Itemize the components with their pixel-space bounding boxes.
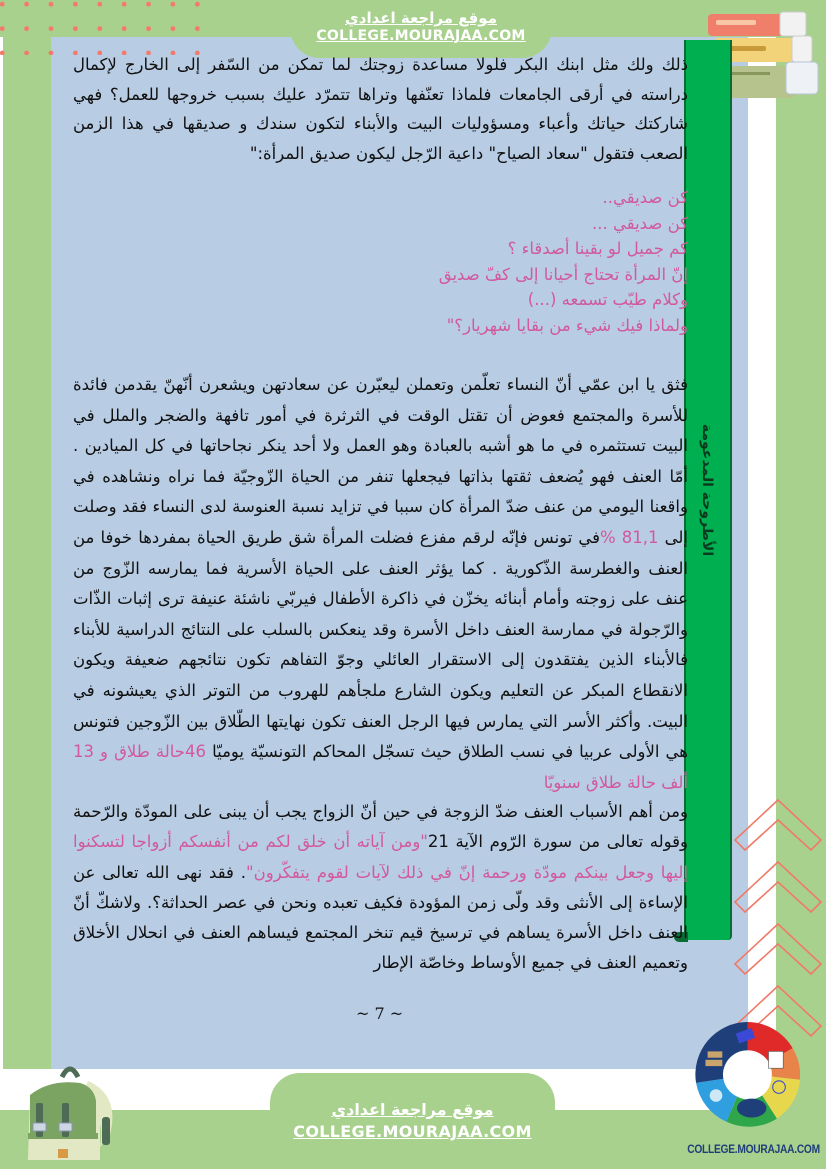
logo-caption: COLLEGE.MOURAJAA.COM [687,1142,820,1156]
site-url-link[interactable]: COLLEGE.MOURAJAA.COM [316,28,526,44]
page-number: ~ 7 ~ [356,1004,404,1023]
statistic-highlight: 81,1 % [600,527,659,547]
conclusion-paragraph [73,797,688,979]
site-url-link[interactable]: COLLEGE.MOURAJAA.COM [293,1122,532,1141]
paragraph-text: ومن أهم الأسباب العنف ضدّ الزوجة في حين أنّ الزواج يجب أن يبنى على المودّة والرّحمة وقوله تعالى من سورة الرّوم الآية 21 [73,802,689,852]
quran-quote: "ومن آياته أن خلق لكم من أنفسكم أزواجا لتسكنوا إليها وجعل بينكم مودّة ورحمة إنّ في ذلك لآيات لقوم يتفكّرون" [73,832,688,882]
section-label-text: الأطروحة المدعومة [699,423,715,557]
paragraph-text: في تونس فإنّه لرقم مفزع فضلت المرأة شق طريق الحياة بمفردها خوفا من العنف والغطرسة الذّكورية . كما يؤثر العنف على الحياة الأسرية فما يمارسه الزّوج من عنف على زوجته وأمام أبنائه يخزّن في ذاكرة الأطفال فيربّي ناشئة عنيفة ترى إثبات الذّات والرّجولة في ممارسة العنف داخل الأسرة وقد ينعكس بالسلب على النتائج الدراسية للأبناء فالأبناء الذين يفتقدون إلى الاستقرار العائلي وجوّ التفاهم تكون نتائجهم ضعيفة ويكون الانقطاع المبكر عن التعليم ويكون الشارع ملجأهم للهروب من التوتر الذي يعيشونه في البيت. وأكثر الأسر التي يمارس فيها الرجل العنف تكون نهايتها الطّلاق بين الزّوجين فتونس هي الأولى عربيا في نسب الطلاق حيث تسجّل المحاكم التونسيّة يوميّا [73,527,688,762]
main-paragraph [73,370,688,798]
backpack-icon [10,1055,125,1165]
poem-line: كن صديقي ... [591,213,688,233]
poem-line: كن صديقي.. [602,188,688,207]
college-logo-icon [695,1022,800,1127]
poem-line: إنّ المرأة تحتاج أحيانا إلى كفّ صديق [438,264,688,284]
left-margin-band [3,37,51,1069]
chevron-up-decoration-icon [733,790,825,1040]
site-footer-banner[interactable] [270,1073,555,1169]
poem-block [388,185,688,338]
paragraph-text: فثق يا ابن عمّي أنّ النساء تعلّمن وتعملن ليعبّرن عن سعادتهن ويشعرن أنّهنّ يقدمن فائدة للأسرة والمجتمع فعوض أن تقتل الوقت في الثرثرة في أمور تافهة والضجر والملل في البيت تستثمره في ما هو أشبه بالعبادة وهو العمل ولا أحد ينكر نجاحاتها في كل الميادين . أمّا العنف فهو يُضعف ثقتها بذاتها فيجعلها تنفر من الحياة الزّوجيّة فما نراه ونشاهده في واقعنا اليومي من عنف ضدّ المرأة كان سببا في تزايد نسبة العنوسة لدى النساء فقد وصلت إلى [73,375,688,547]
paragraph-text: . فقد نهى الله تعالى عن الإساءة إلى الأنثى وقد ولّى زمن المؤودة فكيف تعبده ونحن في عصر الحداثة؟. ولاشكّ أنّ العنف داخل الأسرة يساهم في ترسيخ قيم تنخر المجتمع فيساهم العنف في انحلال الأخلاق وتعميم العنف في جميع الأوساط وخاصّة الإطار [73,862,688,973]
poem-line: كم جميل لو بقينا أصدقاء ؟ [507,239,688,258]
dot-pattern-decoration [0,0,200,55]
statistic-highlight: 46حالة طلاق و 13 ألف حالة طلاق سنويّا [73,742,688,792]
section-label [692,420,722,560]
intro-text: ذلك ولك مثل ابنك البكر فلولا مساعدة زوجتك لما تمكن من السّفر إلى الخارج لإكمال دراسته في أرقى الجامعات فلماذا تعنّفها وتراها تتمرّد عليك بسبب خروجها للعمل؟ فهي شاركتك حياتك وأعباء ومسؤوليات البيت والأبناء لتكون سندك و صديقها في هذا الزمن الصعب فتقول "سعاد الصياح" داعية الرّجل ليكون صديق المرأة:" [73,55,688,163]
intro-paragraph [73,50,688,168]
poem-line: وكلام طيّب تسمعه (...) [527,290,688,309]
site-name[interactable]: موقع مراجعة اعدادي [345,9,497,27]
site-name[interactable]: موقع مراجعة اعدادي [331,1100,494,1119]
poem-line: ولماذا فيك شيء من بقايا شهريار؟" [446,315,688,335]
